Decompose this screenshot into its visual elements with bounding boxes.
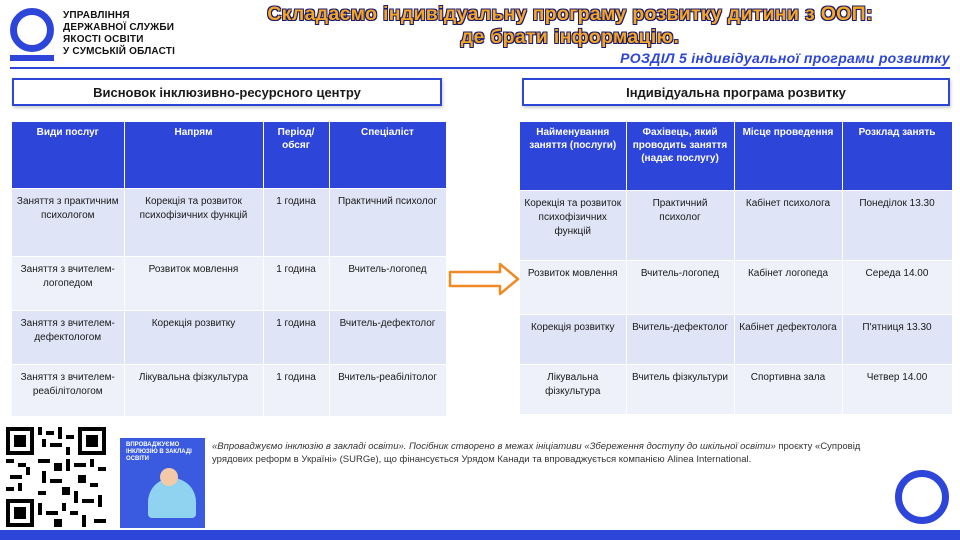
- source-note-text: проєкту «Супровід урядових реформ в Україні» (SURGe), що фінансується Урядом Канади та впроваджується компанією Alinea International.: [212, 441, 861, 465]
- arrow-right-icon: [448, 262, 520, 296]
- table-row: [12, 256, 446, 310]
- logo-bar: [10, 55, 54, 61]
- table-cell: Понеділок 13.30: [842, 190, 952, 260]
- org-line: УПРАВЛІННЯ: [63, 10, 130, 21]
- decorative-ring-icon: [895, 470, 949, 524]
- bottom-bar: [0, 530, 960, 540]
- table-cell: Лікувальна фізкультура: [124, 364, 263, 416]
- table-cell: Практичний психолог: [329, 188, 446, 256]
- table-row: [12, 310, 446, 364]
- table-cell: Корекція та розвиток психофізичних функцій: [124, 188, 263, 256]
- right-panel-heading: Індивідуальна програма розвитку: [522, 78, 950, 106]
- table-cell: Вчитель-логопед: [329, 256, 446, 310]
- illustration-head: [160, 468, 178, 486]
- table-cell: Лікувальна фізкультура: [520, 364, 626, 414]
- booklet-title: ВПРОВАДЖУЄМО ІНКЛЮЗІЮ В ЗАКЛАДІ ОСВІТИ: [126, 442, 192, 462]
- org-line: ДЕРЖАВНОЇ СЛУЖБИ: [63, 22, 175, 33]
- table-row: [12, 364, 446, 416]
- table-cell: 1 година: [263, 256, 329, 310]
- irc-conclusion-table: [12, 122, 447, 416]
- table-cell: Розвиток мовлення: [520, 260, 626, 314]
- source-note: [212, 440, 882, 466]
- table-cell: Заняття з вчителем-реабілітологом: [12, 364, 124, 416]
- table-row: [12, 188, 446, 256]
- column-header: Розклад занять: [842, 122, 952, 190]
- page-title: [190, 3, 950, 49]
- qr-code-icon[interactable]: [6, 427, 106, 527]
- table-cell: Четвер 14.00: [842, 364, 952, 414]
- section-label: РОЗДІЛ 5 індивідуальної програми розвитку: [620, 50, 950, 66]
- table-cell: Заняття з вчителем-дефектологом: [12, 310, 124, 364]
- table-row: [520, 314, 952, 364]
- table-cell: Заняття з вчителем-логопедом: [12, 256, 124, 310]
- column-header: Місце проведення: [734, 122, 842, 190]
- org-line: У СУМСЬКІЙ ОБЛАСТІ: [63, 46, 176, 57]
- column-header: Фахівець, який проводить заняття (надає послугу): [626, 122, 734, 190]
- column-header: Найменування заняття (послуги): [520, 122, 626, 190]
- table-row: [520, 190, 952, 260]
- table-row: [520, 364, 952, 414]
- table-cell: Вчитель-реабілітолог: [329, 364, 446, 416]
- left-panel-heading: Висновок інклюзивно-ресурсного центру: [12, 78, 442, 106]
- column-header: Період/ обсяг: [263, 122, 329, 188]
- organization-name: [63, 10, 175, 58]
- individual-program-table: [520, 122, 953, 414]
- logo-ring-icon: [10, 8, 54, 52]
- title-line-1: Складаємо індивідуальну програму розвитку дитини з ООП:: [267, 3, 873, 25]
- table-cell: Кабінет дефектолога: [734, 314, 842, 364]
- source-note-italic: «Впроваджуємо інклюзію в закладі освіти». Посібник створено в межах ініціативи «Збереження доступу до шкільної освіти»: [212, 441, 776, 452]
- table-cell: Практичний психолог: [626, 190, 734, 260]
- table-cell: Спортивна зала: [734, 364, 842, 414]
- table-cell: Вчитель-логопед: [626, 260, 734, 314]
- table-cell: Середа 14.00: [842, 260, 952, 314]
- table-cell: 1 година: [263, 310, 329, 364]
- table-cell: Кабінет логопеда: [734, 260, 842, 314]
- booklet-cover-image: [120, 418, 205, 528]
- title-line-2: де брати інформацію.: [460, 26, 680, 48]
- table-cell: Кабінет психолога: [734, 190, 842, 260]
- table-cell: 1 година: [263, 364, 329, 416]
- table-cell: П'ятниця 13.30: [842, 314, 952, 364]
- table-row: [520, 260, 952, 314]
- table-cell: Корекція розвитку: [124, 310, 263, 364]
- column-header: Спеціаліст: [329, 122, 446, 188]
- org-line: ЯКОСТІ ОСВІТИ: [63, 34, 144, 45]
- table-cell: Вчитель-дефектолог: [626, 314, 734, 364]
- table-cell: Вчитель фізкультури: [626, 364, 734, 414]
- header-divider: [10, 67, 950, 69]
- table-cell: Корекція та розвиток психофізичних функцій: [520, 190, 626, 260]
- table-cell: Корекція розвитку: [520, 314, 626, 364]
- table-cell: 1 година: [263, 188, 329, 256]
- booklet-top-strip: [120, 418, 205, 438]
- table-cell: Розвиток мовлення: [124, 256, 263, 310]
- table-cell: Вчитель-дефектолог: [329, 310, 446, 364]
- column-header: Види послуг: [12, 122, 124, 188]
- column-header: Напрям: [124, 122, 263, 188]
- table-cell: Заняття з практичним психологом: [12, 188, 124, 256]
